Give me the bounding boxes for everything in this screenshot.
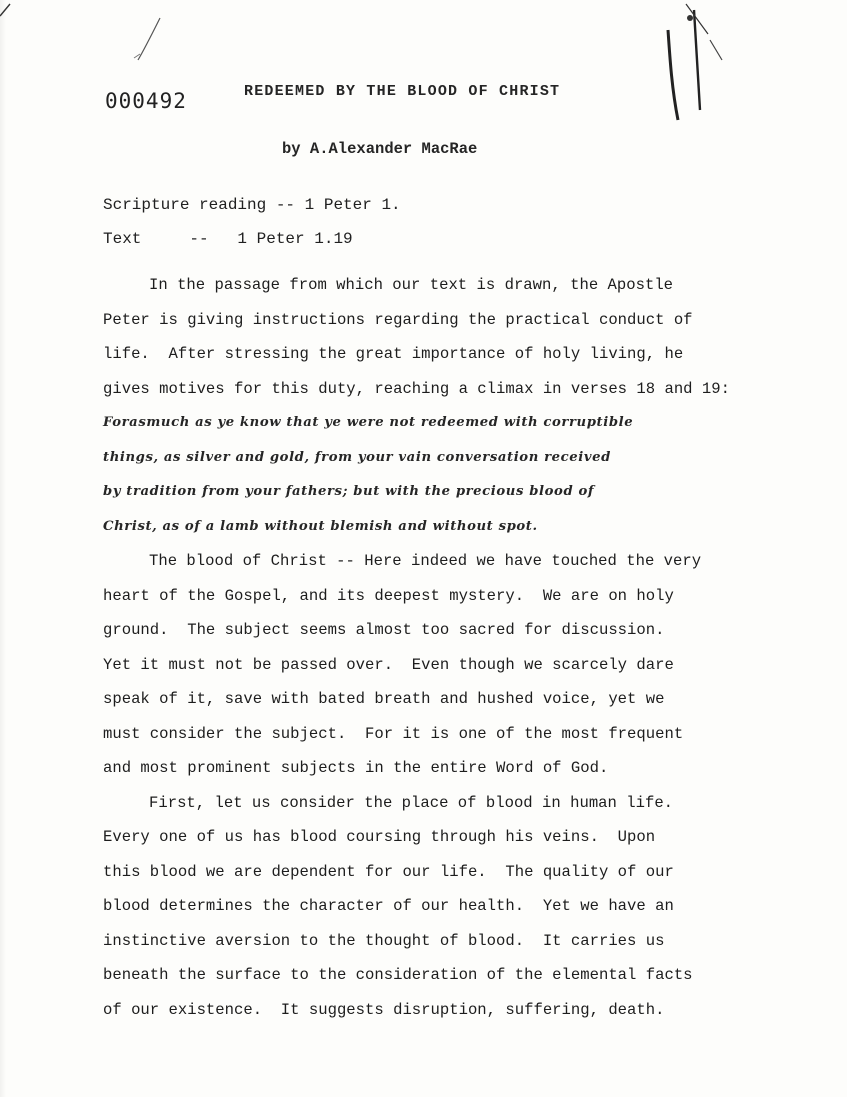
- scripture-reading: Scripture reading -- 1 Peter 1.: [103, 196, 401, 214]
- text-line: Every one of us has blood coursing through his veins. Upon: [103, 828, 656, 846]
- text-reference: Text -- 1 Peter 1.19: [103, 230, 353, 248]
- text-line: instinctive aversion to the thought of blood. It carries us: [103, 931, 665, 950]
- scan-edge-shadow: [0, 0, 6, 1097]
- text-line: speak of it, save with bated breath and hushed voice, yet we: [103, 690, 665, 708]
- text-line: Peter is giving instructions regarding the practical conduct of: [103, 310, 693, 329]
- text-line: ground. The subject seems almost too sacred for discussion.: [103, 621, 665, 639]
- text-line: blood determines the character of our health. Yet we have an: [103, 897, 674, 915]
- text-line: must consider the subject. For it is one of the most frequent: [103, 724, 684, 743]
- text-line: First, let us consider the place of blood in human life.: [149, 793, 674, 812]
- text-line: heart of the Gospel, and its deepest mystery. We are on holy: [103, 586, 674, 605]
- text-line: Yet it must not be passed over. Even though we scarcely dare: [103, 655, 674, 674]
- quote-line: Christ, as of a lamb without blemish and without spot.: [103, 518, 538, 534]
- text-line: this blood we are dependent for our life. The quality of our: [103, 862, 674, 881]
- quote-line: things, as silver and gold, from your vain conversation received: [103, 449, 611, 465]
- text-line: In the passage from which our text is drawn, the Apostle: [149, 276, 674, 294]
- text-line: beneath the surface to the consideration of the elemental facts: [103, 966, 693, 984]
- scripture-quote: [103, 413, 743, 551]
- quote-line: Forasmuch as ye know that ye were not redeemed with corruptible: [103, 415, 634, 430]
- document-number: 000492: [105, 89, 187, 113]
- corner-tick: [0, 0, 14, 20]
- quote-line: by tradition from your fathers; but with the precious blood of: [103, 484, 595, 499]
- text-line: of our existence. It suggests disruption, suffering, death.: [103, 1000, 665, 1019]
- text-line: life. After stressing the great importance of holy living, he: [103, 345, 684, 363]
- paragraph-2: [103, 551, 743, 793]
- text-line: and most prominent subjects in the entire Word of God.: [103, 759, 609, 777]
- body-text: [103, 275, 743, 1034]
- text-line: The blood of Christ -- Here indeed we have touched the very: [149, 552, 702, 570]
- page-title: REDEEMED BY THE BLOOD OF CHRIST: [244, 83, 561, 100]
- pen-mark-top-left: [130, 14, 170, 64]
- paragraph-1: [103, 275, 743, 413]
- author-line: by A.Alexander MacRae: [282, 140, 478, 158]
- text-line: gives motives for this duty, reaching a climax in verses 18 and 19:: [103, 379, 730, 398]
- pen-mark-top-right: [650, 0, 730, 130]
- paragraph-3: [103, 793, 743, 1035]
